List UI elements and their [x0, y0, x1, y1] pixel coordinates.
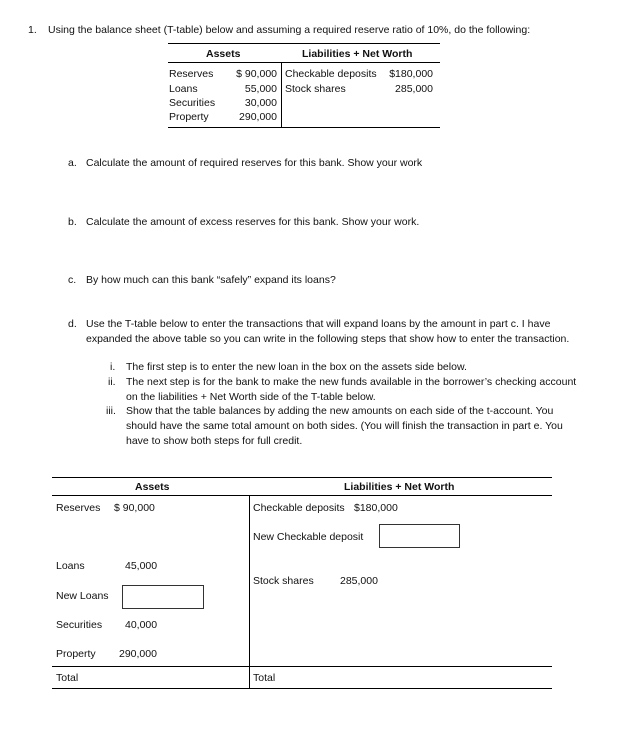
total-assets-label: Total: [56, 672, 79, 684]
new-checkable-label: New Checkable deposit: [253, 531, 364, 543]
liability-label: Stock shares: [285, 83, 346, 95]
part-d-text: Use the T-table below to enter the transactions that will expand loans by the amount in part c. I have: [86, 318, 551, 330]
reserves-label: Reserves: [56, 502, 101, 514]
liability-label: Checkable deposits: [285, 68, 377, 80]
new-loans-input[interactable]: [122, 585, 204, 609]
securities-value: 40,000: [125, 619, 158, 631]
property-label: Property: [56, 648, 96, 660]
step-label: iii.: [106, 405, 116, 417]
property-value: 290,000: [119, 648, 157, 660]
step-text: The next step is for the bank to make the new funds available in the borrower’s checking account: [126, 376, 577, 388]
part-d-text: expanded the above table so you can write in the following steps that show how to enter the transaction.: [86, 333, 570, 345]
assets-header: Assets: [206, 48, 241, 60]
part-c-text: By how much can this bank “safely” expand its loans?: [86, 274, 336, 286]
part-d-label: d.: [68, 318, 77, 330]
asset-label: Property: [169, 111, 209, 123]
new-checkable-input[interactable]: [379, 524, 460, 548]
liability-value: $180,000: [389, 68, 433, 80]
asset-value: $ 90,000: [236, 68, 277, 80]
part-b-text: Calculate the amount of excess reserves for this bank. Show your work.: [86, 216, 420, 228]
liability-value: 285,000: [395, 83, 433, 95]
loans-label: Loans: [56, 560, 85, 572]
new-loans-label: New Loans: [56, 590, 109, 602]
stock-label: Stock shares: [253, 575, 314, 587]
question-number: 1.: [28, 24, 37, 36]
part-a-text: Calculate the amount of required reserves for this bank. Show your work: [86, 157, 423, 169]
checkable-label: Checkable deposits: [253, 502, 345, 514]
assets-header: Assets: [135, 481, 170, 493]
liabilities-header: Liabilities + Net Worth: [302, 48, 413, 60]
total-liabilities-label: Total: [253, 672, 276, 684]
part-c-label: c.: [68, 274, 77, 286]
asset-label: Securities: [169, 97, 216, 109]
step-text: on the liabilities + Net Worth side of the T-table below.: [126, 391, 376, 403]
part-a-label: a.: [68, 157, 77, 169]
step-label: i.: [110, 361, 116, 373]
step-label: ii.: [108, 376, 116, 388]
step-text: The first step is to enter the new loan in the box on the assets side below.: [126, 361, 467, 373]
asset-label: Reserves: [169, 68, 214, 80]
reserves-value: $ 90,000: [114, 502, 155, 514]
asset-value: 30,000: [244, 97, 277, 109]
securities-label: Securities: [56, 619, 103, 631]
step-text: Show that the table balances by adding the new amounts on each side of the t-account. You: [126, 405, 554, 417]
step-text: have to show both steps for full credit.: [126, 435, 303, 447]
liabilities-header: Liabilities + Net Worth: [344, 481, 455, 493]
asset-value: 290,000: [239, 111, 277, 123]
loans-value: 45,000: [125, 560, 158, 572]
asset-label: Loans: [169, 83, 198, 95]
stock-value: 285,000: [340, 575, 378, 587]
step-text: should have the same total amount on both sides. (You will finish the transaction in part e. You: [126, 420, 563, 432]
question-text: Using the balance sheet (T-table) below and assuming a required reserve ratio of 10%, do the following:: [48, 24, 531, 36]
asset-value: 55,000: [244, 83, 277, 95]
part-b-label: b.: [68, 216, 77, 228]
checkable-value: $180,000: [354, 502, 398, 514]
